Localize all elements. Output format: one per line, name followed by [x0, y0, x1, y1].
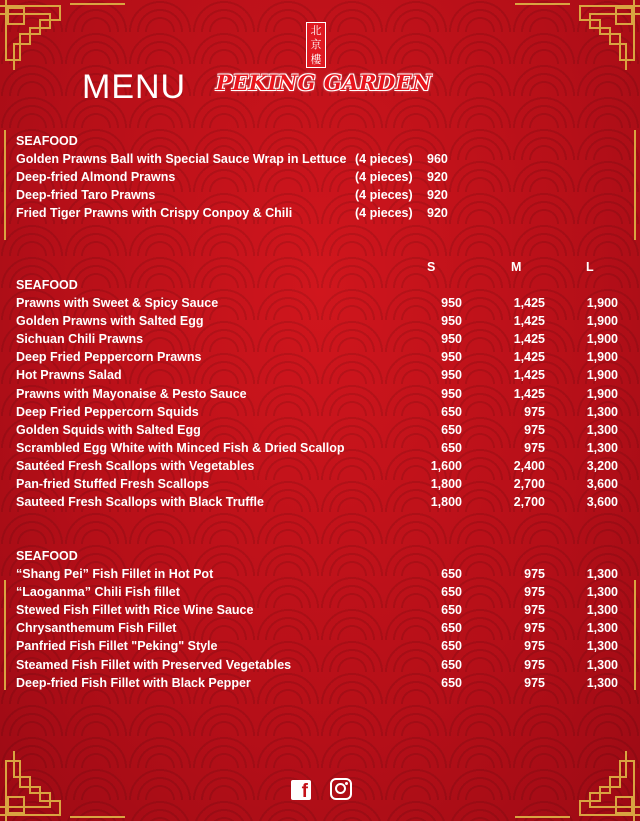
price-large: 1,300 — [586, 603, 618, 618]
price-medium: 1,425 — [513, 314, 545, 329]
price-large: 1,900 — [586, 332, 618, 347]
price-large: 1,300 — [586, 422, 618, 437]
menu-item-portion: (4 pieces) — [355, 170, 413, 184]
price-large: 3,200 — [586, 458, 618, 473]
price-small: 950 — [441, 386, 462, 401]
price-medium: 975 — [524, 603, 545, 618]
corner-ornament-top-left — [0, 0, 130, 130]
price-large: 1,300 — [586, 675, 618, 690]
menu-item-name: Fried Tiger Prawns with Crispy Conpoy & Chili — [16, 206, 293, 220]
price-large: 3,600 — [586, 495, 618, 510]
section-heading: SEAFOOD — [16, 134, 78, 148]
menu-item-name: Steamed Fish Fillet with Preserved Vegetables — [16, 657, 292, 672]
price-small: 650 — [441, 675, 462, 690]
border-line-left-bottom — [4, 580, 6, 690]
menu-item-name: Hot Prawns Salad — [16, 368, 122, 383]
border-line-right-top — [634, 130, 636, 240]
price-large: 1,300 — [586, 621, 618, 636]
menu-item-name: Sichuan Chili Prawns — [16, 332, 144, 347]
price-small: 950 — [441, 296, 462, 310]
price-medium: 975 — [524, 657, 545, 672]
size-label-small: S — [427, 260, 436, 274]
price-small: 650 — [441, 404, 462, 419]
price-medium: 1,425 — [513, 350, 545, 365]
size-label-large: L — [586, 260, 594, 274]
price-large: 3,600 — [586, 477, 618, 491]
price-small: 650 — [441, 639, 462, 654]
menu-item-name: “Laoganma” Chili Fish fillet — [16, 585, 180, 600]
menu-item-name: Deep Fried Peppercorn Squids — [16, 404, 199, 419]
menu-item-name: Chrysanthemum Fish Fillet — [16, 621, 177, 636]
price-small: 650 — [441, 657, 462, 672]
price-small: 650 — [441, 440, 462, 455]
price-small: 950 — [441, 314, 462, 329]
border-line-left-top — [4, 130, 6, 240]
price-small: 650 — [441, 603, 462, 618]
price-large: 1,300 — [586, 404, 618, 419]
menu-item-name: Sauteed Fresh Scallops with Black Truffle — [16, 495, 264, 510]
menu-item-portion: (4 pieces) — [355, 206, 413, 220]
border-line-right-bottom — [634, 580, 636, 690]
price-large: 1,900 — [586, 386, 618, 401]
menu-item-price: 920 — [427, 170, 448, 184]
price-medium: 2,700 — [513, 495, 545, 510]
menu-item-name: Scrambled Egg White with Minced Fish & Dried Scallop — [16, 440, 345, 455]
price-large: 1,300 — [586, 657, 618, 672]
instagram-icon[interactable] — [330, 778, 352, 800]
price-large: 1,300 — [586, 639, 618, 654]
logo-seal-char: 京 — [310, 38, 322, 52]
price-medium: 975 — [524, 621, 545, 636]
menu-item-price: 960 — [427, 152, 448, 166]
price-small: 650 — [441, 422, 462, 437]
menu-item-name: Golden Prawns with Salted Egg — [16, 314, 204, 329]
menu-item-name: Deep-fried Almond Prawns — [16, 170, 176, 184]
menu-item-price: 920 — [427, 206, 448, 220]
price-large: 1,300 — [586, 585, 618, 600]
price-small: 1,800 — [430, 495, 462, 510]
price-medium: 975 — [524, 440, 545, 455]
price-medium: 1,425 — [513, 368, 545, 383]
menu-item-name: “Shang Pei” Fish Fillet in Hot Pot — [16, 567, 214, 581]
logo-seal-char: 樓 — [310, 53, 322, 67]
menu-item-name: Deep Fried Peppercorn Prawns — [16, 350, 202, 365]
price-medium: 975 — [524, 404, 545, 419]
price-medium: 975 — [524, 422, 545, 437]
price-medium: 2,400 — [513, 458, 545, 473]
price-medium: 975 — [524, 639, 545, 654]
logo-seal — [306, 22, 326, 68]
page-title: MENU — [82, 68, 187, 106]
price-large: 1,900 — [586, 368, 618, 383]
menu-item-name: Golden Prawns Ball with Special Sauce Wrap in Lettuce — [16, 152, 347, 166]
section-heading: SEAFOOD — [16, 278, 78, 292]
logo-seal-char: 北 — [310, 23, 322, 37]
price-large: 1,900 — [586, 314, 618, 329]
price-medium: 975 — [524, 585, 545, 600]
price-small: 650 — [441, 567, 462, 581]
size-label-medium: M — [511, 260, 522, 274]
menu-item-name: Pan-fried Stuffed Fresh Scallops — [16, 477, 210, 491]
price-medium: 2,700 — [513, 477, 545, 491]
price-medium: 1,425 — [513, 386, 545, 401]
section-heading: SEAFOOD — [16, 549, 78, 563]
menu-item-name: Golden Squids with Salted Egg — [16, 422, 201, 437]
menu-item-name: Sautéed Fresh Scallops with Vegetables — [16, 458, 255, 473]
corner-ornament-bottom-right — [510, 691, 640, 821]
menu-item-name: Deep-fried Taro Prawns — [16, 188, 156, 202]
facebook-icon[interactable]: f — [291, 780, 311, 800]
menu-item-portion: (4 pieces) — [355, 188, 413, 202]
price-large: 1,300 — [586, 440, 618, 455]
menu-item-name: Prawns with Sweet & Spicy Sauce — [16, 296, 219, 310]
price-medium: 1,425 — [513, 332, 545, 347]
menu-item-portion: (4 pieces) — [355, 152, 413, 166]
price-large: 1,300 — [586, 567, 618, 581]
menu-item-name: Prawns with Mayonaise & Pesto Sauce — [16, 386, 247, 401]
corner-ornament-bottom-left — [0, 691, 130, 821]
menu-item-name: Panfried Fish Fillet "Peking" Style — [16, 639, 218, 654]
menu-item-name: Stewed Fish Fillet with Rice Wine Sauce — [16, 603, 254, 618]
price-medium: 1,425 — [513, 296, 545, 310]
corner-ornament-top-right — [510, 0, 640, 130]
menu-item-price: 920 — [427, 188, 448, 202]
price-small: 1,800 — [430, 477, 462, 491]
price-large: 1,900 — [586, 296, 618, 310]
price-small: 950 — [441, 350, 462, 365]
price-large: 1,900 — [586, 350, 618, 365]
price-small: 650 — [441, 585, 462, 600]
menu-item-name: Deep-fried Fish Fillet with Black Pepper — [16, 675, 251, 690]
price-small: 950 — [441, 332, 462, 347]
price-small: 950 — [441, 368, 462, 383]
brand-logo: PEKING GARDEN — [216, 70, 432, 95]
price-medium: 975 — [524, 675, 545, 690]
price-medium: 975 — [524, 567, 545, 581]
price-small: 650 — [441, 621, 462, 636]
price-small: 1,600 — [430, 458, 462, 473]
